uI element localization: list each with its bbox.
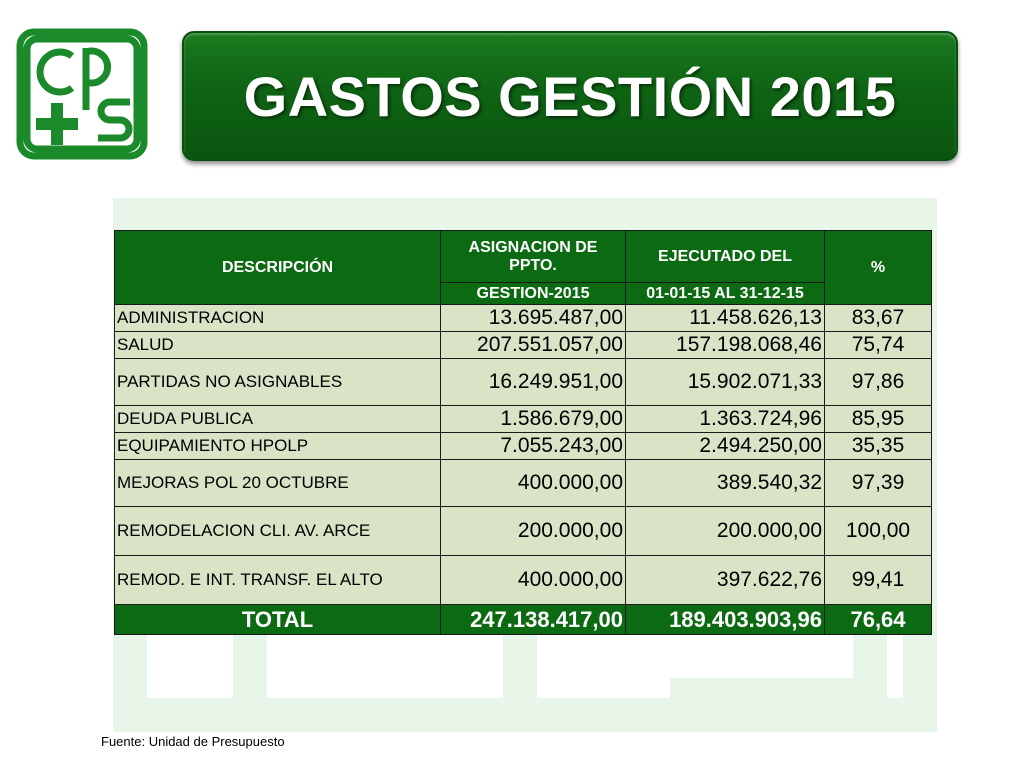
cpps-logo-icon — [14, 26, 150, 162]
cell-asignacion: 13.695.487,00 — [441, 305, 626, 332]
header-ejecutado-sub: 01-01-15 AL 31-12-15 — [626, 283, 825, 305]
cell-ejecutado: 15.902.071,33 — [626, 359, 825, 406]
table-row — [115, 406, 932, 433]
header-asignacion-sub: GESTION-2015 — [441, 283, 626, 305]
cell-asignacion: 400.000,00 — [441, 460, 626, 507]
cell-ejecutado: 200.000,00 — [626, 507, 825, 556]
cell-asignacion: 16.249.951,00 — [441, 359, 626, 406]
cell-asignacion: 7.055.243,00 — [441, 433, 626, 460]
cell-pct: 83,67 — [825, 305, 932, 332]
source-note: Fuente: Unidad de Presupuesto — [101, 734, 285, 749]
cell-asignacion: 207.551.057,00 — [441, 332, 626, 359]
cell-asignacion: 200.000,00 — [441, 507, 626, 556]
cell-pct: 99,41 — [825, 556, 932, 605]
cell-pct: 97,39 — [825, 460, 932, 507]
cell-pct: 100,00 — [825, 507, 932, 556]
cell-ejecutado: 389.540,32 — [626, 460, 825, 507]
cell-descripcion: DEUDA PUBLICA — [115, 406, 441, 433]
budget-table — [114, 230, 932, 635]
header-descripcion: DESCRIPCIÓN — [115, 231, 441, 305]
cell-descripcion: SALUD — [115, 332, 441, 359]
cell-ejecutado: 11.458.626,13 — [626, 305, 825, 332]
cell-descripcion: EQUIPAMIENTO HPOLP — [115, 433, 441, 460]
table-row — [115, 507, 932, 556]
title-banner — [182, 31, 958, 161]
cell-descripcion: REMODELACION CLI. AV. ARCE — [115, 507, 441, 556]
total-asignacion: 247.138.417,00 — [441, 605, 626, 635]
total-label: TOTAL — [115, 605, 441, 635]
table-header-row — [115, 231, 932, 283]
cell-pct: 35,35 — [825, 433, 932, 460]
cell-ejecutado: 397.622,76 — [626, 556, 825, 605]
cell-pct: 85,95 — [825, 406, 932, 433]
page-title: GASTOS GESTIÓN 2015 — [243, 64, 897, 128]
cell-ejecutado: 1.363.724,96 — [626, 406, 825, 433]
table-row — [115, 359, 932, 406]
table-row — [115, 332, 932, 359]
table-row — [115, 460, 932, 507]
header-asignacion: ASIGNACION DE PPTO. — [441, 231, 626, 283]
table-row — [115, 305, 932, 332]
total-pct: 76,64 — [825, 605, 932, 635]
header-ejecutado: EJECUTADO DEL — [626, 231, 825, 283]
cell-descripcion: REMOD. E INT. TRANSF. EL ALTO — [115, 556, 441, 605]
cell-ejecutado: 2.494.250,00 — [626, 433, 825, 460]
total-ejecutado: 189.403.903,96 — [626, 605, 825, 635]
cell-descripcion: PARTIDAS NO ASIGNABLES — [115, 359, 441, 406]
cell-asignacion: 400.000,00 — [441, 556, 626, 605]
cell-descripcion: MEJORAS POL 20 OCTUBRE — [115, 460, 441, 507]
cell-ejecutado: 157.198.068,46 — [626, 332, 825, 359]
cell-pct: 97,86 — [825, 359, 932, 406]
table-row — [115, 556, 932, 605]
cell-asignacion: 1.586.679,00 — [441, 406, 626, 433]
total-row — [115, 605, 932, 635]
cell-descripcion: ADMINISTRACION — [115, 305, 441, 332]
table-row — [115, 433, 932, 460]
cell-pct: 75,74 — [825, 332, 932, 359]
header-pct: % — [825, 231, 932, 305]
